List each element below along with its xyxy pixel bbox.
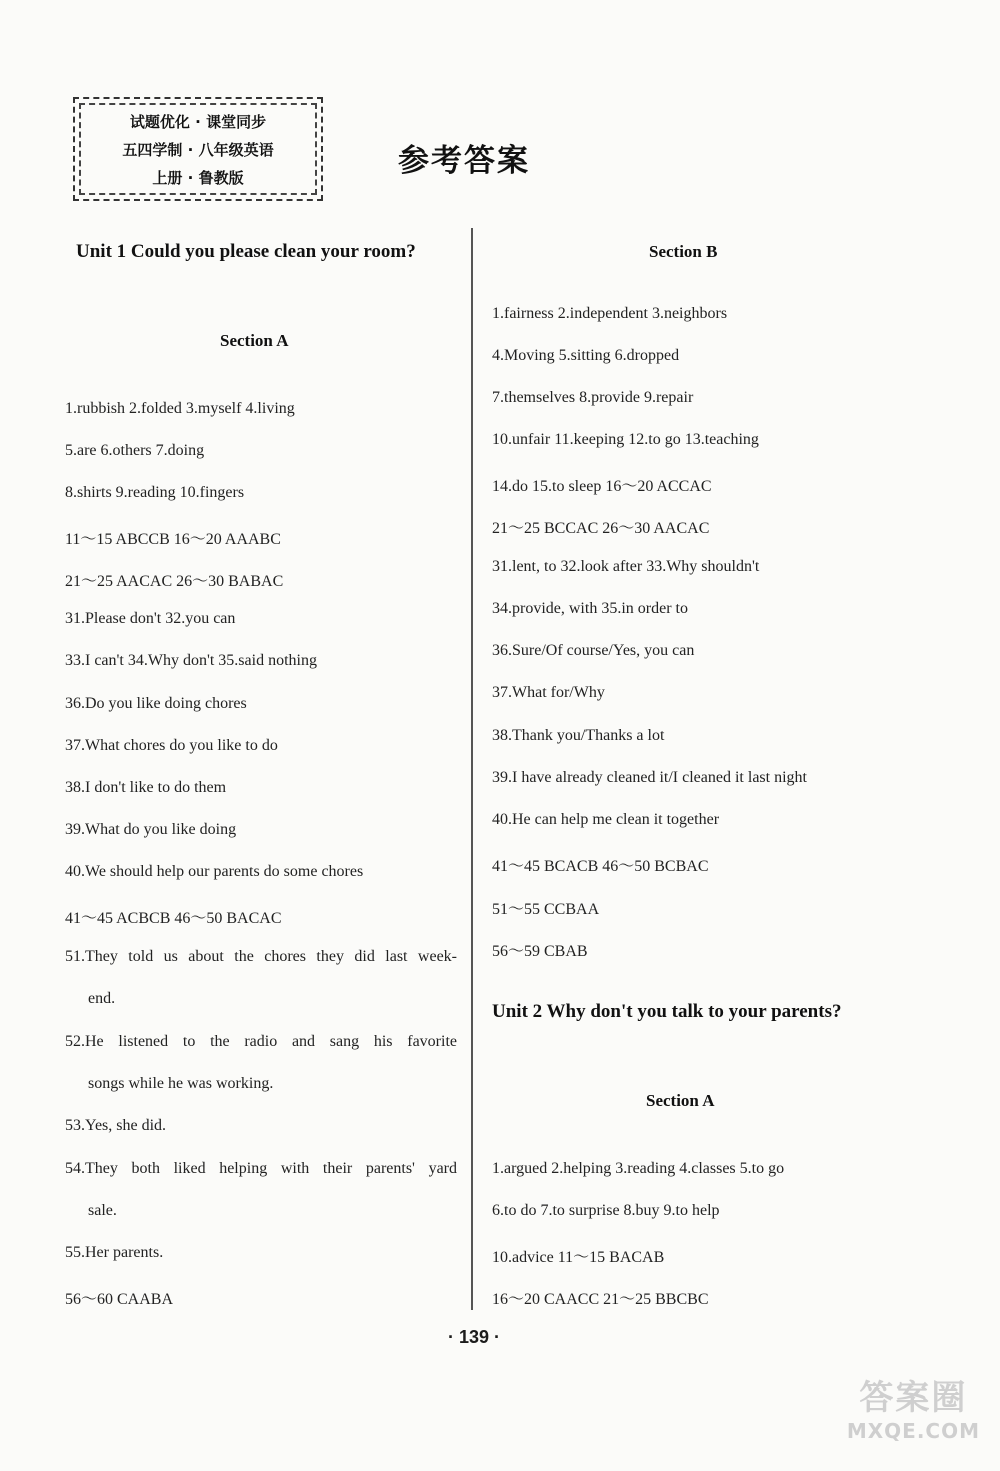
answer-line: 34.provide, with 35.in order to xyxy=(492,600,688,617)
answer-line: 41～45 BCACB 46～50 BCBAC xyxy=(492,858,709,875)
answer-line: 36.Do you like doing chores xyxy=(65,695,247,712)
column-divider xyxy=(471,228,473,1310)
answer-line: 39.What do you like doing xyxy=(65,821,237,838)
answer-line: 54.They both liked helping with their parents' yard xyxy=(65,1160,457,1177)
answer-line: songs while he was working. xyxy=(88,1075,274,1092)
answer-line: 55.Her parents. xyxy=(65,1244,164,1261)
answer-line: 36.Sure/Of course/Yes, you can xyxy=(492,642,695,659)
answer-line: 6.to do 7.to surprise 8.buy 9.to help xyxy=(492,1202,720,1219)
answer-line: 5.are 6.others 7.doing xyxy=(65,442,205,459)
answer-line: 37.What chores do you like to do xyxy=(65,737,278,754)
answer-line: 21～25 BCCAC 26～30 AACAC xyxy=(492,520,710,537)
answer-line: 1.fairness 2.independent 3.neighbors xyxy=(492,305,728,322)
unit2-section-a-heading: Section A xyxy=(646,1091,715,1110)
answer-line: 7.themselves 8.provide 9.repair xyxy=(492,389,694,406)
answer-line: 8.shirts 9.reading 10.fingers xyxy=(65,484,245,501)
answer-line: 4.Moving 5.sitting 6.dropped xyxy=(492,347,680,364)
page-title: 参考答案 xyxy=(398,143,530,179)
series-badge xyxy=(73,97,323,201)
answer-line: 21～25 AACAC 26～30 BABAC xyxy=(65,573,284,590)
answer-line: sale. xyxy=(88,1202,117,1219)
watermark-text: 答案圈 xyxy=(859,1378,968,1418)
answer-line: 53.Yes, she did. xyxy=(65,1117,167,1134)
answer-line: 52.He listened to the radio and sang his favorite xyxy=(65,1033,457,1050)
unit1-title: Unit 1 Could you please clean your room? xyxy=(76,241,416,262)
answer-line: 31.Please don't 32.you can xyxy=(65,610,236,627)
badge-line-1: 试题优化 · 课堂同步 xyxy=(129,112,267,131)
answer-line: 1.argued 2.helping 3.reading 4.classes 5.to go xyxy=(492,1160,785,1177)
badge-line-2: 五四学制 · 八年级英语 xyxy=(122,140,274,159)
answer-line: 51.They told us about the chores they did last week- xyxy=(65,948,457,965)
answer-line: 40.He can help me clean it together xyxy=(492,811,720,828)
answer-line: 56～59 CBAB xyxy=(492,943,588,960)
watermark-url: MXQE.COM xyxy=(846,1419,980,1443)
answer-line: 38.Thank you/Thanks a lot xyxy=(492,727,665,744)
badge-line-3: 上册 · 鲁教版 xyxy=(152,168,244,187)
watermark-logo xyxy=(847,1370,980,1443)
answer-line: 56～60 CAABA xyxy=(65,1291,174,1308)
answer-line: 33.I can't 34.Why don't 35.said nothing xyxy=(65,652,317,669)
answer-line: 38.I don't like to do them xyxy=(65,779,227,796)
answer-line: 10.unfair 11.keeping 12.to go 13.teaching xyxy=(492,431,759,448)
unit1-section-a-heading: Section A xyxy=(220,331,289,350)
answer-line: 51～55 CCBAA xyxy=(492,901,600,918)
answer-line: 11～15 ABCCB 16～20 AAABC xyxy=(65,531,281,548)
answer-line: 37.What for/Why xyxy=(492,684,605,701)
answer-line: end. xyxy=(88,990,116,1007)
answer-line: 1.rubbish 2.folded 3.myself 4.living xyxy=(65,400,295,417)
answer-line: 39.I have already cleaned it/I cleaned it last night xyxy=(492,769,807,786)
page-number: · 139 · xyxy=(448,1327,501,1347)
answer-line: 31.lent, to 32.look after 33.Why shouldn't xyxy=(492,558,760,575)
answer-line: 10.advice 11～15 BACAB xyxy=(492,1249,665,1266)
answer-line: 16～20 CAACC 21～25 BBCBC xyxy=(492,1291,709,1308)
answer-line: 14.do 15.to sleep 16～20 ACCAC xyxy=(492,478,712,495)
unit2-title: Unit 2 Why don't you talk to your parents? xyxy=(492,1001,842,1022)
answer-line: 41～45 ACBCB 46～50 BACAC xyxy=(65,910,282,927)
answer-line: 40.We should help our parents do some chores xyxy=(65,863,364,880)
unit1-section-b-heading: Section B xyxy=(649,242,718,261)
